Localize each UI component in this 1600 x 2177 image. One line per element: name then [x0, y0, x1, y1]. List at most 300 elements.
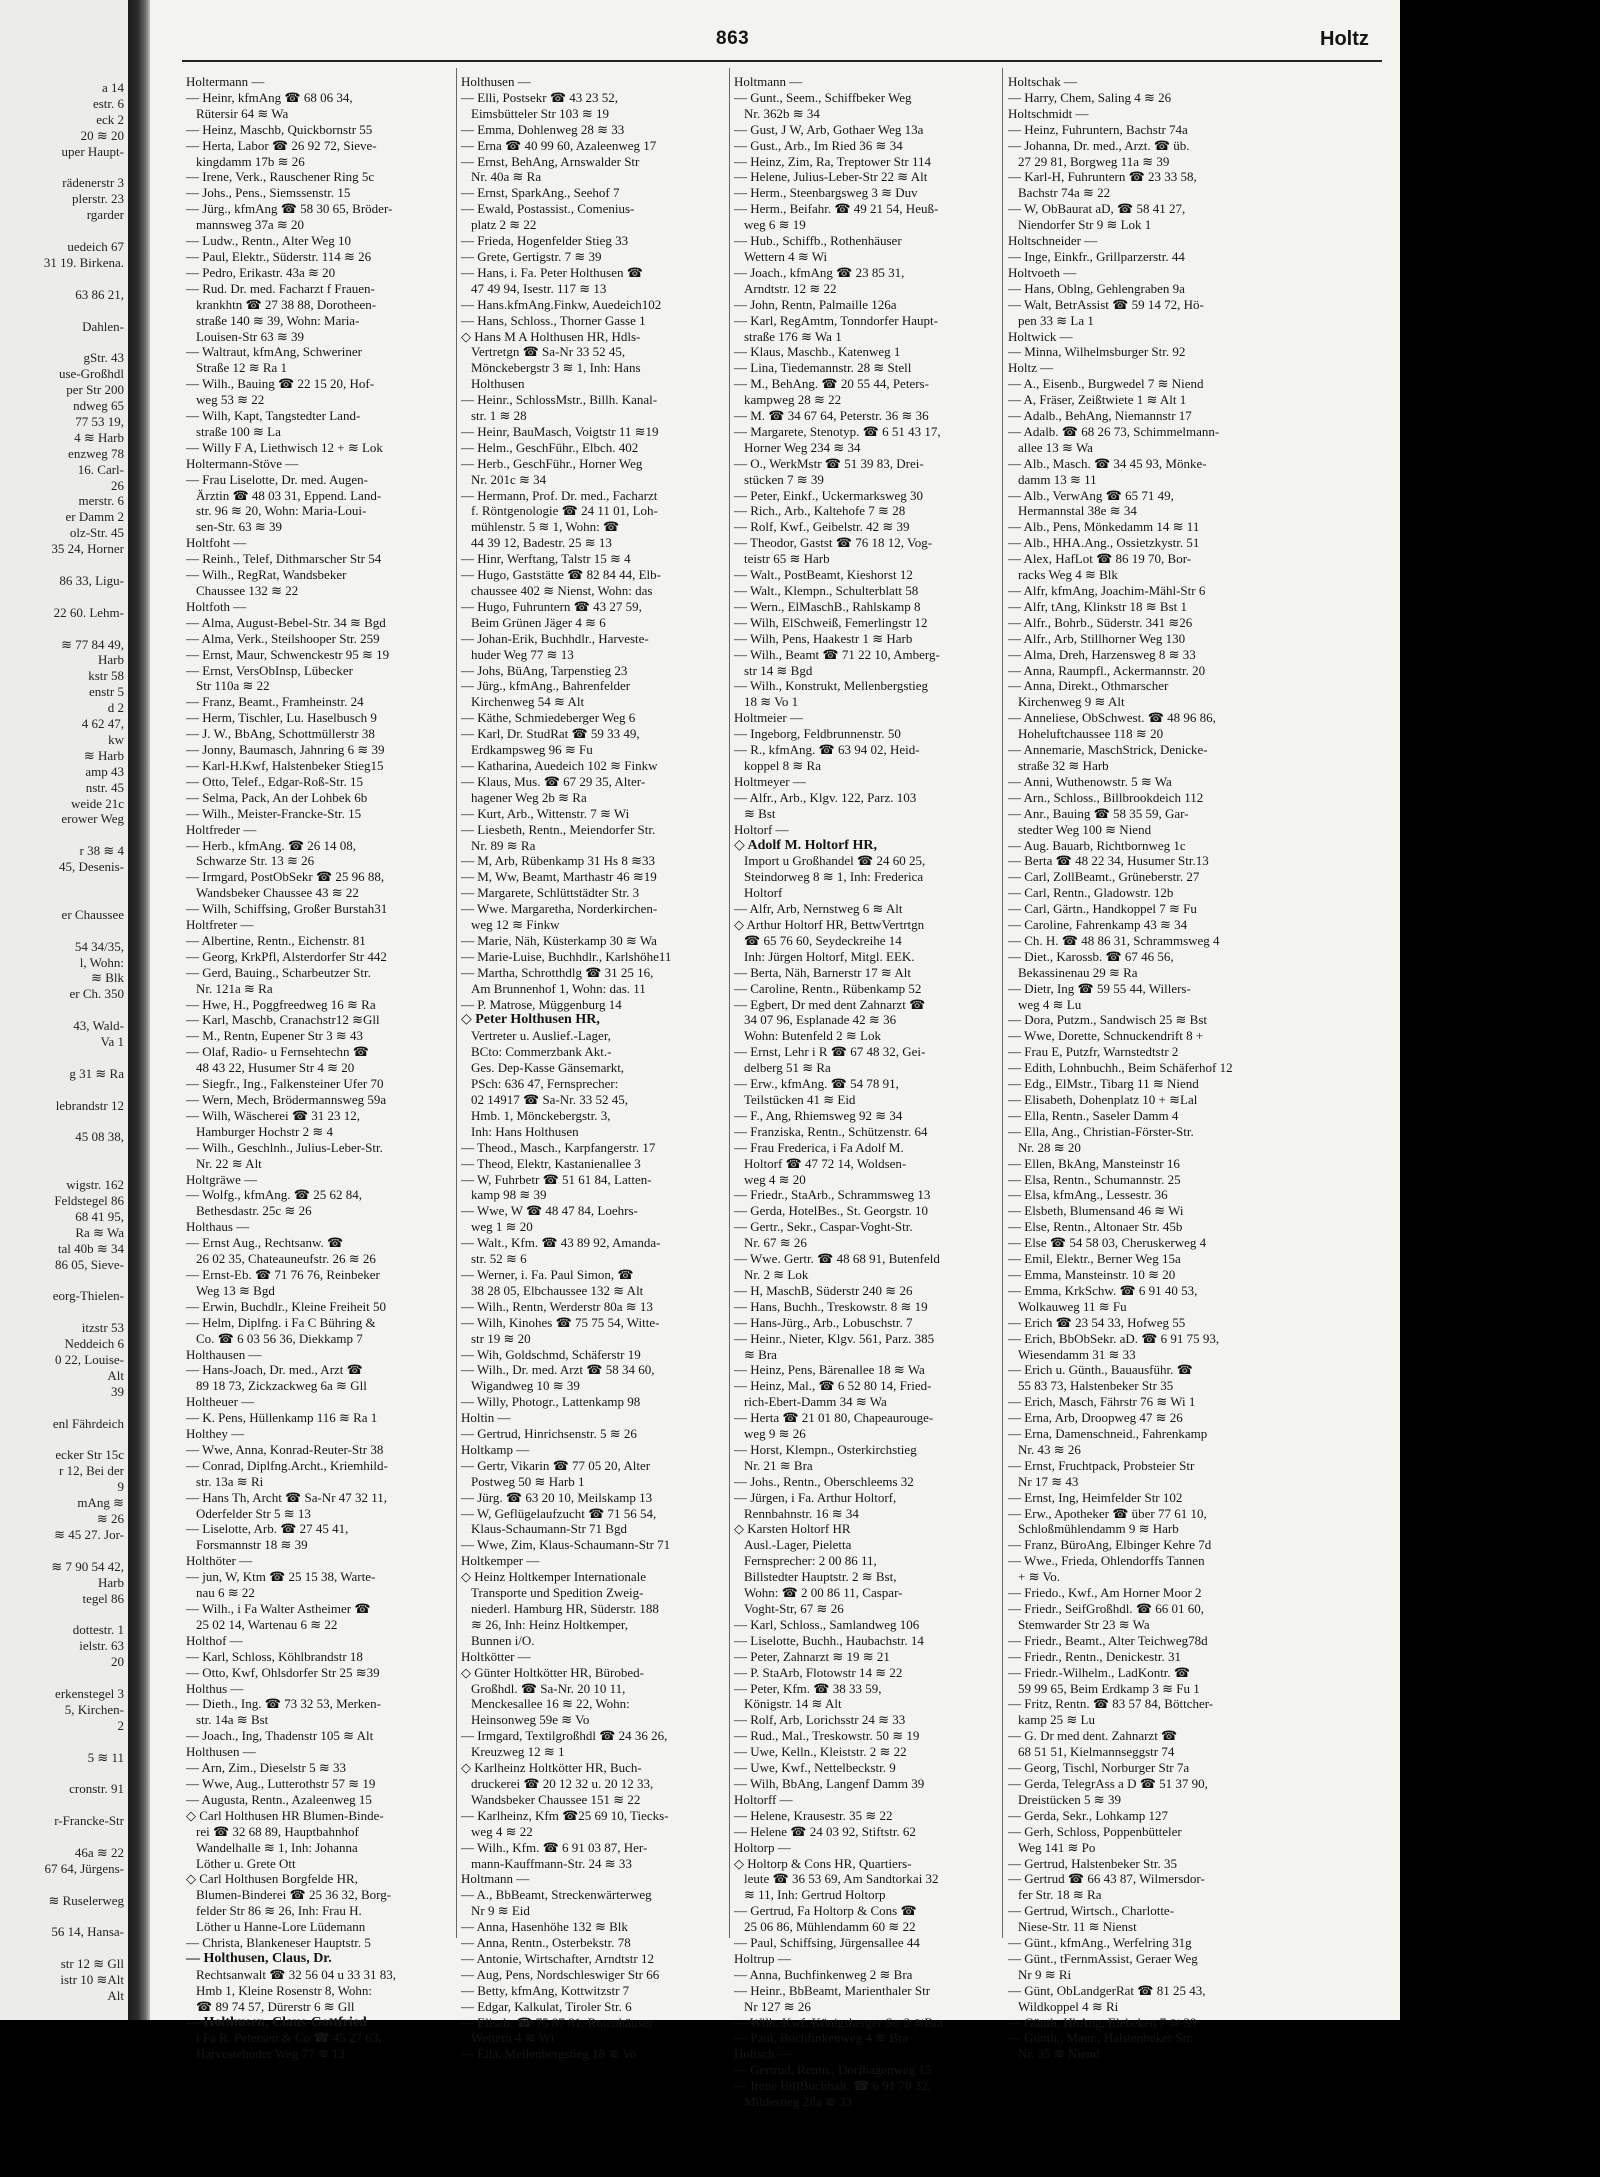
- directory-entry-line: stücken 7 ≋ 39: [744, 471, 824, 487]
- directory-entry-line: Horner Weg 234 ≋ 34: [744, 439, 861, 455]
- directory-entry-line: leute ☎ 36 53 69, Am Sandtorkai 32: [744, 1871, 939, 1887]
- directory-entry-line: — Emil, Elektr., Berner Weg 15a: [1008, 1251, 1181, 1267]
- directory-entry-line: — Heinr, BauMasch, Voigtstr 11 ≋19: [461, 423, 659, 439]
- directory-entry-line: Transporte und Spedition Zweig-: [471, 1585, 644, 1601]
- surname-heading: Holtermann-Stöve —: [186, 455, 299, 471]
- previous-page-fragment: d 2: [107, 700, 124, 716]
- directory-entry-line: 18 ≋ Vo 1: [744, 694, 799, 710]
- directory-entry-line: — Ella, Ang., Christian-Förster-Str.: [1008, 1123, 1194, 1139]
- previous-page-fragment: lebrandstr 12: [55, 1097, 124, 1113]
- directory-entry-line: — Günt., kfmAng., Werfelring 31g: [1008, 1935, 1192, 1951]
- directory-entry-line: — Alfr, tAng, Klinkstr 18 ≋ Bst 1: [1008, 598, 1188, 614]
- directory-entry-line: ◇ Arthur Holtorf HR, BettwVertrtgn: [734, 917, 925, 933]
- directory-entry-line: — Emma, Dohlenweg 28 ≋ 33: [461, 121, 625, 137]
- previous-page-fragment: 20: [111, 1654, 124, 1670]
- book-gutter-shadow: [128, 0, 150, 2020]
- directory-entry-line: — Irene BillBuchhalt. ☎ 6 91 70 32,: [734, 2078, 932, 2094]
- directory-entry-line: Nr. 121a ≋ Ra: [196, 980, 273, 996]
- directory-entry-line: — Wilh., Dr. med. Arzt ☎ 58 34 60,: [461, 1362, 655, 1378]
- directory-entry-line: 55 83 73, Halstenbeker Str 35: [1018, 1378, 1174, 1394]
- directory-entry-line: — Wilh, Wäscherei ☎ 31 23 12,: [186, 1107, 361, 1123]
- running-head: Holtz: [1320, 28, 1369, 50]
- directory-entry-line: Arndtstr. 12 ≋ 22: [744, 280, 837, 296]
- directory-entry-line: — Walt., Klempn., Schulterblatt 58: [734, 583, 919, 598]
- directory-entry-line: — Herm., Steenbargsweg 3 ≋ Duv: [734, 185, 918, 201]
- directory-entry-line: — Friedr.-Wilhelm., LadKontr. ☎: [1008, 1664, 1191, 1680]
- surname-heading: Holthof —: [186, 1632, 243, 1648]
- directory-entry-line: Rütersir 64 ≋ Wa: [196, 105, 289, 121]
- previous-page-fragment: 68 41 95,: [75, 1208, 124, 1224]
- directory-entry-line: Weg 141 ≋ Po: [1018, 1839, 1096, 1855]
- previous-page-fragment: gStr. 43: [83, 350, 124, 366]
- directory-entry-line: — Herb., GeschFühr., Horner Weg: [461, 455, 643, 471]
- directory-entry-line: — Albertine, Rentn., Eichenstr. 81: [186, 932, 366, 948]
- directory-entry-line: Chaussee 132 ≋ 22: [196, 583, 299, 598]
- directory-entry-line: ◇ Peter Holthusen HR,: [461, 1012, 600, 1028]
- previous-page-fragment: 67 64, Jürgens-: [44, 1860, 124, 1876]
- directory-entry-line: — Joach., kfmAng ☎ 23 85 31,: [734, 264, 905, 280]
- directory-entry-line: — Wilh., Geschlnh., Julius-Leber-Str.: [186, 1139, 383, 1155]
- directory-entry-line: pen 33 ≋ La 1: [1018, 312, 1094, 328]
- directory-entry-line: — Arn, Zim., Dieselstr 5 ≋ 33: [186, 1760, 347, 1776]
- directory-entry-line: — Alb., Pens, Mönkedamm 14 ≋ 11: [1008, 519, 1200, 535]
- directory-entry-line: — Rich., Arb., Kaltehofe 7 ≋ 28: [734, 503, 906, 519]
- directory-entry-line: weg 12 ≋ Finkw: [471, 917, 560, 933]
- previous-page-fragment: mAng ≋: [77, 1495, 124, 1511]
- surname-heading: Holthusen —: [186, 1744, 256, 1760]
- directory-entry-line: Postweg 50 ≋ Harb 1: [471, 1473, 585, 1489]
- directory-entry-line: — Wwe, Aug., Lutterothstr 57 ≋ 19: [186, 1775, 376, 1791]
- directory-entry-line: — Wwe., Frieda, Ohlendorffs Tannen: [1008, 1553, 1205, 1569]
- directory-entry-line: — Wilh., Meister-Francke-Str. 15: [186, 805, 362, 821]
- column-divider: [1002, 68, 1003, 1938]
- previous-page-fragment: enstr 5: [88, 684, 124, 700]
- surname-heading: Holtkamp —: [461, 1441, 530, 1457]
- directory-entry-line: Eimsbütteler Str 103 ≋ 19: [471, 105, 609, 121]
- previous-page-fragment: 16. Carl-: [77, 461, 124, 477]
- directory-entry-line: Forsmannstr 18 ≋ 39: [196, 1537, 308, 1553]
- directory-entry-line: — Otto, Telef., Edgar-Roß-Str. 15: [186, 773, 363, 789]
- directory-entry-line: Heinsonweg 59e ≋ Vo: [471, 1712, 590, 1728]
- directory-entry-line: Voght-Str, 67 ≋ 26: [744, 1601, 844, 1616]
- directory-entry-line: — Johs., Pens., Siemssenstr. 15: [186, 185, 351, 201]
- directory-entry-line: — Liesbeth, Rentn., Meiendorfer Str.: [461, 821, 656, 837]
- previous-page-fragment: ≋ 45 27. Jor-: [54, 1526, 124, 1542]
- directory-entry-line: — Wilh, ElSchweiß, Femerlingstr 12: [734, 614, 928, 630]
- directory-entry-line: — Wilh., Rentn, Werderstr 80a ≋ 13: [461, 1298, 653, 1314]
- directory-entry-line: — A, Fräser, Zeißtwiete 1 ≋ Alt 1: [1008, 392, 1187, 408]
- directory-entry-line: — Carl, ZollBeamt., Grüneberstr. 27: [1008, 869, 1200, 885]
- directory-entry-line: — Caroline, Fahrenkamp 43 ≋ 34: [1008, 917, 1188, 933]
- directory-entry-line: ◇ Hans M A Holthusen HR, Hdls-: [461, 328, 641, 344]
- directory-entry-line: weg 1 ≋ 20: [471, 1219, 533, 1235]
- directory-entry-line: — Harry, Chem, Saling 4 ≋ 26: [1008, 89, 1172, 105]
- previous-page-fragment: 77 53 19,: [75, 413, 124, 429]
- directory-entry-line: — Caroline, Rentn., Rübenkamp 52: [734, 980, 922, 996]
- previous-page-fragment: eorg-Thielen-: [52, 1288, 124, 1304]
- directory-entry-line: — Dora, Putzm., Sandwisch 25 ≋ Bst: [1008, 1012, 1208, 1028]
- directory-entry-line: fer Str. 18 ≋ Ra: [1018, 1887, 1102, 1903]
- surname-heading: Holthus —: [186, 1680, 244, 1696]
- directory-entry-line: — Ella, Mellenbergstieg 18 ≋ Vo: [461, 2046, 637, 2062]
- directory-entry-line: Wandsbeker Chaussee 151 ≋ 22: [471, 1791, 641, 1807]
- directory-entry-line: — Friedr., StaArb., Schrammsweg 13: [734, 1187, 931, 1203]
- directory-entry-line: Großhdl. ☎ Sa-Nr. 20 10 11,: [471, 1680, 626, 1696]
- directory-entry-line: — Theod., Masch., Karpfangerstr. 17: [461, 1139, 656, 1155]
- surname-heading: Holtz —: [1008, 360, 1054, 376]
- previous-page-fragment: 9: [117, 1479, 124, 1495]
- directory-entry-line: 38 28 05, Elbchaussee 132 ≋ Alt: [471, 1282, 644, 1298]
- previous-page-fragment: g 31 ≋ Ra: [69, 1065, 124, 1081]
- previous-page-fragment: estr. 6: [92, 95, 124, 111]
- directory-entry-line: Hoheluftchaussee 118 ≋ 20: [1018, 726, 1164, 742]
- directory-entry-line: — G. Dr med dent. Zahnarzt ☎: [1008, 1728, 1178, 1744]
- previous-page-fragment: ≋ 26: [96, 1511, 124, 1526]
- directory-entry-line: — Wwe. Margaretha, Norderkirchen-: [461, 901, 658, 917]
- directory-entry-line: — Helene, Krausestr. 35 ≋ 22: [734, 1807, 893, 1823]
- directory-entry-line: weg 53 ≋ 22: [196, 392, 265, 408]
- directory-entry-line: ◇ Carl Holthusen HR Blumen-Binde-: [186, 1807, 384, 1823]
- directory-entry-line: ◇ Adolf M. Holtorf HR,: [734, 837, 877, 853]
- previous-page-fragment: weide 21c: [70, 795, 124, 811]
- directory-entry-line: — Alma, Verk., Steilshooper Str. 259: [186, 630, 380, 646]
- directory-entry-line: f. Röntgenologie ☎ 24 11 01, Loh-: [471, 503, 658, 519]
- directory-entry-line: — Antonie, Wirtschafter, Arndtstr 12: [461, 1950, 654, 1966]
- directory-entry-line: — Ernst Aug., Rechtsanw. ☎: [186, 1235, 344, 1251]
- directory-entry-line: Co. ☎ 6 03 56 36, Diekkamp 7: [196, 1330, 363, 1346]
- directory-entry-line: — Siegfr., Ing., Falkensteiner Ufer 70: [186, 1076, 384, 1092]
- directory-entry-line: 25 06 86, Mühlendamm 60 ≋ 22: [744, 1919, 916, 1935]
- previous-page-fragment: plerstr. 23: [72, 191, 124, 207]
- directory-entry-line: Kreuzweg 12 ≋ 1: [471, 1744, 565, 1760]
- header-rule: [182, 60, 1382, 62]
- previous-page-fragment: 86 05, Sieve-: [55, 1256, 124, 1272]
- surname-heading: Holtfoth —: [186, 598, 247, 614]
- directory-entry-line: teistr 65 ≋ Harb: [744, 551, 830, 567]
- directory-entry-line: — Wilh, Kapt, Tangstedter Land-: [186, 408, 361, 424]
- directory-entry-line: — Wilh, Kinohes ☎ 75 75 54, Witte-: [461, 1314, 660, 1330]
- directory-entry-line: — Marie, Näh, Küsterkamp 30 ≋ Wa: [461, 932, 657, 948]
- previous-page-fragment: ≋ Ruselerweg: [48, 1892, 124, 1908]
- directory-entry-line: Hamburger Hochstr 2 ≋ 4: [196, 1123, 334, 1139]
- directory-entry-line: — Dietr, Ing ☎ 59 55 44, Willers-: [1008, 980, 1191, 996]
- directory-entry-line: ☎ 65 76 60, Seydeckreihe 14: [744, 932, 902, 948]
- directory-entry-line: — Hugo, Gaststätte ☎ 82 84 44, Elb-: [461, 567, 661, 583]
- directory-entry-line: — M., Rentn, Eupener Str 3 ≋ 43: [186, 1028, 363, 1044]
- directory-entry-line: Wohn: ☎ 2 00 86 11, Caspar-: [744, 1585, 903, 1601]
- directory-entry-line: Nr. 22 ≋ Alt: [196, 1155, 262, 1171]
- previous-page-fragment: ndweg 65: [73, 398, 124, 413]
- directory-entry-line: — Hwe, H., Poggfreedweg 16 ≋ Ra: [186, 996, 376, 1012]
- directory-entry-line: — Aug, Pens, Nordschleswiger Str 66: [461, 1966, 660, 1982]
- directory-entry-line: Wandsbeker Chaussee 43 ≋ 22: [196, 885, 359, 901]
- previous-page-fragment: kw: [108, 731, 124, 747]
- directory-entry-line: Steindorweg 8 ≋ 1, Inh: Frederica: [744, 869, 924, 885]
- previous-page-fragment: r-Francke-Str: [54, 1813, 124, 1829]
- previous-page-fragment: cronstr. 91: [69, 1781, 124, 1797]
- previous-page-fragment: 39: [111, 1383, 124, 1399]
- previous-page-fragment: eck 2: [96, 111, 124, 127]
- surname-heading: Holtgräwe —: [186, 1171, 258, 1187]
- directory-entry-line: — Alfr., Arb, Stillhorner Weg 130: [1008, 630, 1186, 646]
- previous-page-fragment: 26: [111, 477, 124, 493]
- directory-entry-line: — Kurt, Arb., Wittenstr. 7 ≋ Wi: [461, 805, 630, 821]
- directory-entry-line: — Friedo., Kwf., Am Horner Moor 2: [1008, 1585, 1202, 1601]
- directory-entry-line: — Augusta, Rentn., Azaleenweg 15: [186, 1791, 372, 1807]
- previous-page-fragment: rgarder: [86, 207, 124, 223]
- directory-entry-line: Louisen-Str 63 ≋ 39: [196, 328, 305, 344]
- directory-entry-line: weg 4 ≋ 20: [744, 1171, 806, 1187]
- directory-entry-line: Wohn: Butenfeld 2 ≋ Lok: [744, 1028, 881, 1044]
- directory-entry-line: — Paul, Buchfinkenweg 4 ≋ Bra: [734, 2030, 909, 2046]
- directory-entry-line: Dreistücken 5 ≋ 39: [1018, 1791, 1121, 1807]
- directory-entry-line: — Karl, Dr. StudRat ☎ 59 33 49,: [461, 726, 640, 742]
- directory-entry-line: Holthusen: [471, 376, 525, 392]
- directory-entry-line: Nr. 67 ≋ 26: [744, 1235, 807, 1251]
- directory-entry-line: — Irmgard, PostObSekr ☎ 25 96 88,: [186, 869, 385, 885]
- directory-entry-line: — Peter, Kfm. ☎ 38 33 59,: [734, 1680, 882, 1696]
- directory-entry-line: — Ernst, Lehr i R ☎ 67 48 32, Gei-: [734, 1044, 926, 1060]
- directory-entry-line: Wolkauweg 11 ≋ Fu: [1018, 1298, 1127, 1314]
- directory-entry-line: Schloßmühlendamm 9 ≋ Harb: [1018, 1521, 1179, 1537]
- directory-entry-line: — Hinr, Werftang, Talstr 15 ≋ 4: [461, 551, 631, 567]
- directory-entry-line: ☎ 89 74 57, Dürerstr 6 ≋ Gll: [196, 1998, 355, 2014]
- directory-entry-line: Nr 9 ≋ Ri: [1018, 1966, 1072, 1982]
- directory-entry-line: 25 02 14, Wartenau 6 ≋ 22: [196, 1616, 338, 1632]
- directory-entry-line: felder Str 86 ≋ 26, Inh: Frau H.: [196, 1903, 362, 1919]
- directory-entry-line: weg 6 ≋ 19: [744, 217, 806, 233]
- directory-entry-line: Nr. 21 ≋ Bra: [744, 1457, 813, 1473]
- directory-entry-line: — Emma, Mansteinstr. 10 ≋ 20: [1008, 1266, 1176, 1282]
- directory-entry-line: Nr 9 ≋ Eid: [471, 1903, 530, 1919]
- column-divider: [456, 68, 457, 1938]
- directory-entry-line: Fernsprecher: 2 00 86 11,: [744, 1553, 877, 1569]
- directory-entry-line: — Hans, Schloss., Thorner Gasse 1: [461, 312, 646, 328]
- directory-entry-line: Schwarze Str. 13 ≋ 26: [196, 853, 315, 869]
- directory-entry-line: — Jürg. ☎ 63 20 10, Meilskamp 13: [461, 1489, 653, 1505]
- directory-entry-line: Kirchenweg 54 ≋ Alt: [471, 694, 585, 710]
- directory-column-1: [186, 74, 451, 2062]
- directory-entry-line: weg 9 ≋ 26: [744, 1426, 806, 1442]
- directory-entry-line: str 14 ≋ Bgd: [744, 662, 813, 678]
- directory-entry-line: — Erna, Damenschneid., Fahrenkamp: [1008, 1426, 1208, 1442]
- directory-entry-line: delberg 51 ≋ Ra: [744, 1060, 831, 1076]
- directory-entry-line: — Wwe. Gertr. ☎ 48 68 91, Butenfeld: [734, 1251, 940, 1267]
- previous-page-fragment: ≋ Harb: [83, 747, 124, 763]
- directory-entry-line: — Rud. Dr. med. Facharzt f Frauen-: [186, 280, 375, 296]
- previous-page-fragment: r 38 ≋ 4: [79, 843, 124, 859]
- directory-entry-line: — Edith, Lohnbuchh., Beim Schäferhof 12: [1008, 1060, 1233, 1076]
- directory-entry-line: — Theod, Elektr, Kastanienallee 3: [461, 1155, 641, 1171]
- directory-entry-line: Oderfelder Str 5 ≋ 13: [196, 1505, 311, 1521]
- directory-entry-line: ◇ Heinz Holtkemper Internationale: [461, 1569, 647, 1585]
- directory-entry-line: — Günth, HbAng, Elebeken 7 ≋ 39: [1008, 2014, 1197, 2030]
- directory-entry-line: — Käthe, Schmiedeberger Weg 6: [461, 710, 636, 726]
- directory-entry-line: Ärztin ☎ 48 03 31, Eppend. Land-: [196, 487, 382, 503]
- surname-heading: Holtmann —: [461, 1871, 530, 1887]
- directory-entry-line: — Liselotte, Buchh., Haubachstr. 14: [734, 1632, 924, 1648]
- directory-entry-line: — Gust, J W, Arb, Gothaer Weg 13a: [734, 121, 924, 137]
- previous-page-fragment: er Damm 2: [65, 509, 124, 525]
- directory-entry-line: ◇ Carl Holthusen Borgfelde HR,: [186, 1871, 358, 1887]
- directory-entry-line: — Franz, BüroAng, Elbinger Kehre 7d: [1008, 1537, 1212, 1553]
- directory-entry-line: — Wwe, Anna, Konrad-Reuter-Str 38: [186, 1441, 384, 1457]
- directory-entry-line: Inh: Hans Holthusen: [471, 1123, 579, 1139]
- previous-page-fragment: olz-Str. 45: [69, 525, 124, 541]
- previous-page-fragment: 4 62 47,: [81, 716, 124, 731]
- directory-entry-line: — Erich u. Günth., Bauausführ. ☎: [1008, 1362, 1193, 1378]
- directory-entry-line: — Paul, Elektr., Süderstr. 114 ≋ 26: [186, 248, 372, 264]
- directory-entry-line: — Alb., VerwAng ☎ 65 71 49,: [1008, 487, 1174, 503]
- directory-entry-line: Löther u. Grete Ott: [196, 1855, 296, 1871]
- directory-entry-line: Teilstücken 41 ≋ Eid: [744, 1092, 856, 1107]
- directory-entry-line: — Heinz, Maschb, Quickbornstr 55: [186, 121, 373, 137]
- directory-entry-line: — Johs, BüAng, Tarpenstieg 23: [461, 662, 628, 678]
- previous-page-fragment: nstr. 45: [85, 779, 124, 795]
- previous-page-fragment: 0 22, Louise-: [55, 1352, 124, 1367]
- directory-entry-line: huder Weg 77 ≋ 13: [471, 646, 574, 662]
- previous-page-fragment: 43, Wald-: [73, 1018, 124, 1034]
- directory-entry-line: — John, Rentn, Palmaille 126a: [734, 296, 897, 312]
- directory-entry-line: krankhtn ☎ 27 38 88, Dorotheen-: [196, 296, 377, 312]
- directory-entry-line: — H, MaschB, Süderstr 240 ≋ 26: [734, 1282, 913, 1298]
- directory-entry-line: — Wilh. Kwf, Königsberger Str 2 ≋Bra: [734, 2014, 944, 2030]
- directory-entry-line: 44 39 12, Badestr. 25 ≋ 13: [471, 535, 612, 551]
- directory-entry-line: — Conrad, Diplfng.Archt., Kriemhild-: [186, 1457, 388, 1473]
- directory-entry-line: kamp 98 ≋ 39: [471, 1187, 547, 1203]
- directory-entry-line: — Rud., Mal., Treskowstr. 50 ≋ 19: [734, 1728, 920, 1744]
- directory-entry-line: — Günth., Maur., Halstenbeker Str.: [1008, 2030, 1194, 2046]
- directory-entry-line: Vertretgn ☎ Sa-Nr 33 52 45,: [471, 344, 626, 360]
- directory-entry-line: Bekassinenau 29 ≋ Ra: [1018, 964, 1138, 980]
- directory-entry-line: — Elsa, kfmAng., Lessestr. 36: [1008, 1187, 1168, 1203]
- directory-entry-line: — P. Matrose, Müggenburg 14: [461, 996, 622, 1012]
- directory-entry-line: Nr. 201c ≋ 34: [471, 471, 547, 487]
- directory-entry-line: — Wilh., Beamt ☎ 71 22 10, Amberg-: [734, 646, 940, 662]
- directory-entry-line: 27 29 81, Borgweg 11a ≋ 39: [1018, 153, 1170, 169]
- directory-entry-line: — Anna, Raumpfl., Ackermannstr. 20: [1008, 662, 1206, 678]
- directory-entry-line: — Rolf, Kwf., Geibelstr. 42 ≋ 39: [734, 519, 910, 535]
- directory-entry-line: Menckesallee 16 ≋ 22, Wohn:: [471, 1696, 630, 1712]
- directory-entry-line: — Heinz, Fuhruntern, Bachstr 74a: [1008, 121, 1188, 137]
- directory-entry-line: — Alfr, kfmAng, Joachim-Mähl-Str 6: [1008, 583, 1206, 598]
- surname-heading: Holtfreter —: [186, 917, 254, 933]
- directory-entry-line: — Jürg., kfmAng ☎ 58 30 65, Bröder-: [186, 201, 393, 217]
- directory-entry-line: — Wilh., Konstrukt, Mellenbergstieg: [734, 678, 928, 694]
- directory-entry-line: 34 07 96, Esplanade 42 ≋ 36: [744, 1012, 897, 1028]
- directory-entry-line: ◇ Karsten Holtorf HR: [734, 1521, 851, 1537]
- directory-entry-line: — Alfr., Bohrb., Süderstr. 341 ≋26: [1008, 614, 1193, 630]
- directory-entry-line: stedter Weg 100 ≋ Niend: [1018, 821, 1152, 837]
- directory-entry-line: Klaus-Schaumann-Str 71 Bgd: [471, 1521, 627, 1537]
- directory-entry-line: — Anna, Buchfinkenweg 2 ≋ Bra: [734, 1966, 913, 1982]
- directory-entry-line: 02 14917 ☎ Sa-Nr. 33 52 45,: [471, 1092, 629, 1107]
- directory-entry-line: Str 110a ≋ 22: [196, 678, 270, 694]
- directory-entry-line: — Edgar, Kalkulat, Tiroler Str. 6: [461, 1998, 632, 2014]
- directory-entry-line: — Heinr., Nieter, Klgv. 561, Parz. 385: [734, 1330, 935, 1346]
- directory-entry-line: Rechtsanwalt ☎ 32 56 04 u 33 31 83,: [196, 1966, 396, 1982]
- directory-entry-line: — Heinr, kfmAng ☎ 68 06 34,: [186, 89, 353, 105]
- directory-entry-line: — Erw., kfmAng. ☎ 54 78 91,: [734, 1076, 899, 1092]
- surname-heading: Holtheuer —: [186, 1394, 255, 1410]
- directory-entry-line: BCto: Commerzbank Akt.-: [471, 1044, 612, 1060]
- directory-entry-line: — Heinr., SchlossMstr., Billh. Kanal-: [461, 392, 658, 408]
- directory-entry-line: — Frau Frederica, i Fa Adolf M.: [734, 1139, 904, 1155]
- directory-entry-line: ◇ Günter Holtkötter HR, Bürobed-: [461, 1664, 644, 1680]
- surname-heading: Holthausen —: [186, 1346, 262, 1362]
- directory-entry-line: — Irmgard, Textilgroßhdl ☎ 24 36 26,: [461, 1728, 668, 1744]
- directory-entry-line: weg 4 ≋ 22: [471, 1823, 533, 1839]
- directory-entry-line: — Georg, KrkPfl, Alsterdorfer Str 442: [186, 948, 387, 964]
- directory-entry-line: — Wilh., i Fa Walter Astheimer ☎: [186, 1601, 371, 1616]
- directory-entry-line: — Erich ☎ 23 54 33, Hofweg 55: [1008, 1314, 1186, 1330]
- previous-page-fragment: amp 43: [85, 763, 124, 779]
- surname-heading: Holtrup —: [734, 1950, 791, 1966]
- directory-entry-line: — Georg, Tischl, Norburger Str 7a: [1008, 1760, 1190, 1776]
- directory-entry-line: — Berta ☎ 48 22 34, Husumer Str.13: [1008, 853, 1209, 869]
- previous-page-fragment: uedeich 67: [67, 239, 124, 254]
- directory-entry-line: kamp 25 ≋ Lu: [1018, 1712, 1095, 1728]
- directory-entry-line: — Dieth., Ing. ☎ 73 32 53, Merken-: [186, 1696, 381, 1712]
- directory-entry-line: — Heinz, Zim, Ra, Treptower Str 114: [734, 153, 932, 169]
- directory-entry-line: — Wilh, Pens, Haakestr 1 ≋ Harb: [734, 630, 913, 646]
- column-divider: [729, 68, 730, 1938]
- directory-entry-line: Niese-Str. 11 ≋ Nienst: [1018, 1919, 1137, 1935]
- directory-entry-line: — Peter, Einkf., Uckermarksweg 30: [734, 487, 924, 503]
- directory-column-4: [1008, 74, 1280, 2062]
- directory-entry-line: — F., Ang, Rhiemsweg 92 ≋ 34: [734, 1107, 903, 1123]
- previous-page-fragment: 35 24, Horner: [51, 541, 124, 557]
- directory-column-2: [461, 74, 724, 2062]
- directory-entry-line: — Wwe, W ☎ 48 47 84, Loehrs-: [461, 1203, 638, 1219]
- directory-entry-line: — Herb., kfmAng. ☎ 26 14 08,: [186, 837, 357, 853]
- previous-page-fragment: Harb: [98, 1574, 124, 1590]
- previous-page-fragment: ≋ 77 84 49,: [61, 636, 124, 652]
- directory-column-3: [734, 74, 997, 2110]
- directory-entry-line: Nr. 2 ≋ Lok: [744, 1266, 809, 1282]
- directory-entry-line: — Paul, Schiffsing, Jürgensallee 44: [734, 1935, 920, 1951]
- previous-page-fragment: uper Haupt-: [61, 143, 124, 159]
- directory-entry-line: PSch: 636 47, Fernsprecher:: [471, 1076, 619, 1092]
- previous-page-fragment: itzstr 53: [81, 1320, 124, 1336]
- directory-entry-line: — Fritz, Rentn. ☎ 83 57 84, Böttcher-: [1008, 1696, 1214, 1712]
- directory-entry-line: 68 51 51, Kielmannseggstr 74: [1018, 1744, 1175, 1760]
- directory-entry-line: — Wwe, Zim, Klaus-Schaumann-Str 71: [461, 1537, 671, 1553]
- directory-entry-line: — Ludw., Rentn., Alter Weg 10: [186, 233, 352, 249]
- previous-page-fragment: 56 14, Hansa-: [51, 1924, 124, 1940]
- directory-entry-line: chaussee 402 ≋ Nienst, Wohn: das: [471, 583, 653, 598]
- directory-entry-line: — Anneliese, ObSchwest. ☎ 48 96 86,: [1008, 710, 1216, 726]
- directory-entry-line: — Gerd, Bauing., Scharbeutzer Str.: [186, 964, 371, 980]
- directory-entry-line: ≋ 11, Inh: Gertrud Holtorp: [744, 1887, 886, 1903]
- directory-entry-line: ◇ Holtorp & Cons HR, Quartiers-: [734, 1855, 912, 1871]
- directory-entry-line: — Karlheinz, Kfm ☎25 69 10, Tiecks-: [461, 1807, 669, 1823]
- directory-entry-line: str. 14a ≋ Bst: [196, 1712, 269, 1728]
- directory-entry-line: Wiesendamm 31 ≋ 33: [1018, 1346, 1136, 1362]
- directory-entry-line: mann-Kauffmann-Str. 24 ≋ 33: [471, 1855, 632, 1871]
- directory-entry-line: Hmb. 1, Mönckebergstr. 3,: [471, 1107, 611, 1123]
- directory-entry-line: str. 1 ≋ 28: [471, 408, 527, 424]
- directory-entry-line: — Wern., ElMaschB., Rahlskamp 8: [734, 598, 921, 614]
- directory-entry-line: — Karl, Schloss, Köhlbrandstr 18: [186, 1648, 363, 1664]
- directory-entry-line: Hermannstal 38e ≋ 34: [1018, 503, 1137, 519]
- directory-entry-line: Löther u Hanne-Lore Lüdemann: [196, 1919, 366, 1935]
- directory-entry-line: — Wilh., RegRat, Wandsbeker: [186, 567, 347, 583]
- previous-page-fragment: 86 33, Ligu-: [59, 572, 124, 588]
- surname-heading: Holthöter —: [186, 1553, 253, 1569]
- directory-entry-line: — Karl-H.Kwf, Halstenbeker Stieg15: [186, 757, 384, 773]
- directory-entry-line: — Hans.kfmAng.Finkw, Auedeich102: [461, 296, 662, 312]
